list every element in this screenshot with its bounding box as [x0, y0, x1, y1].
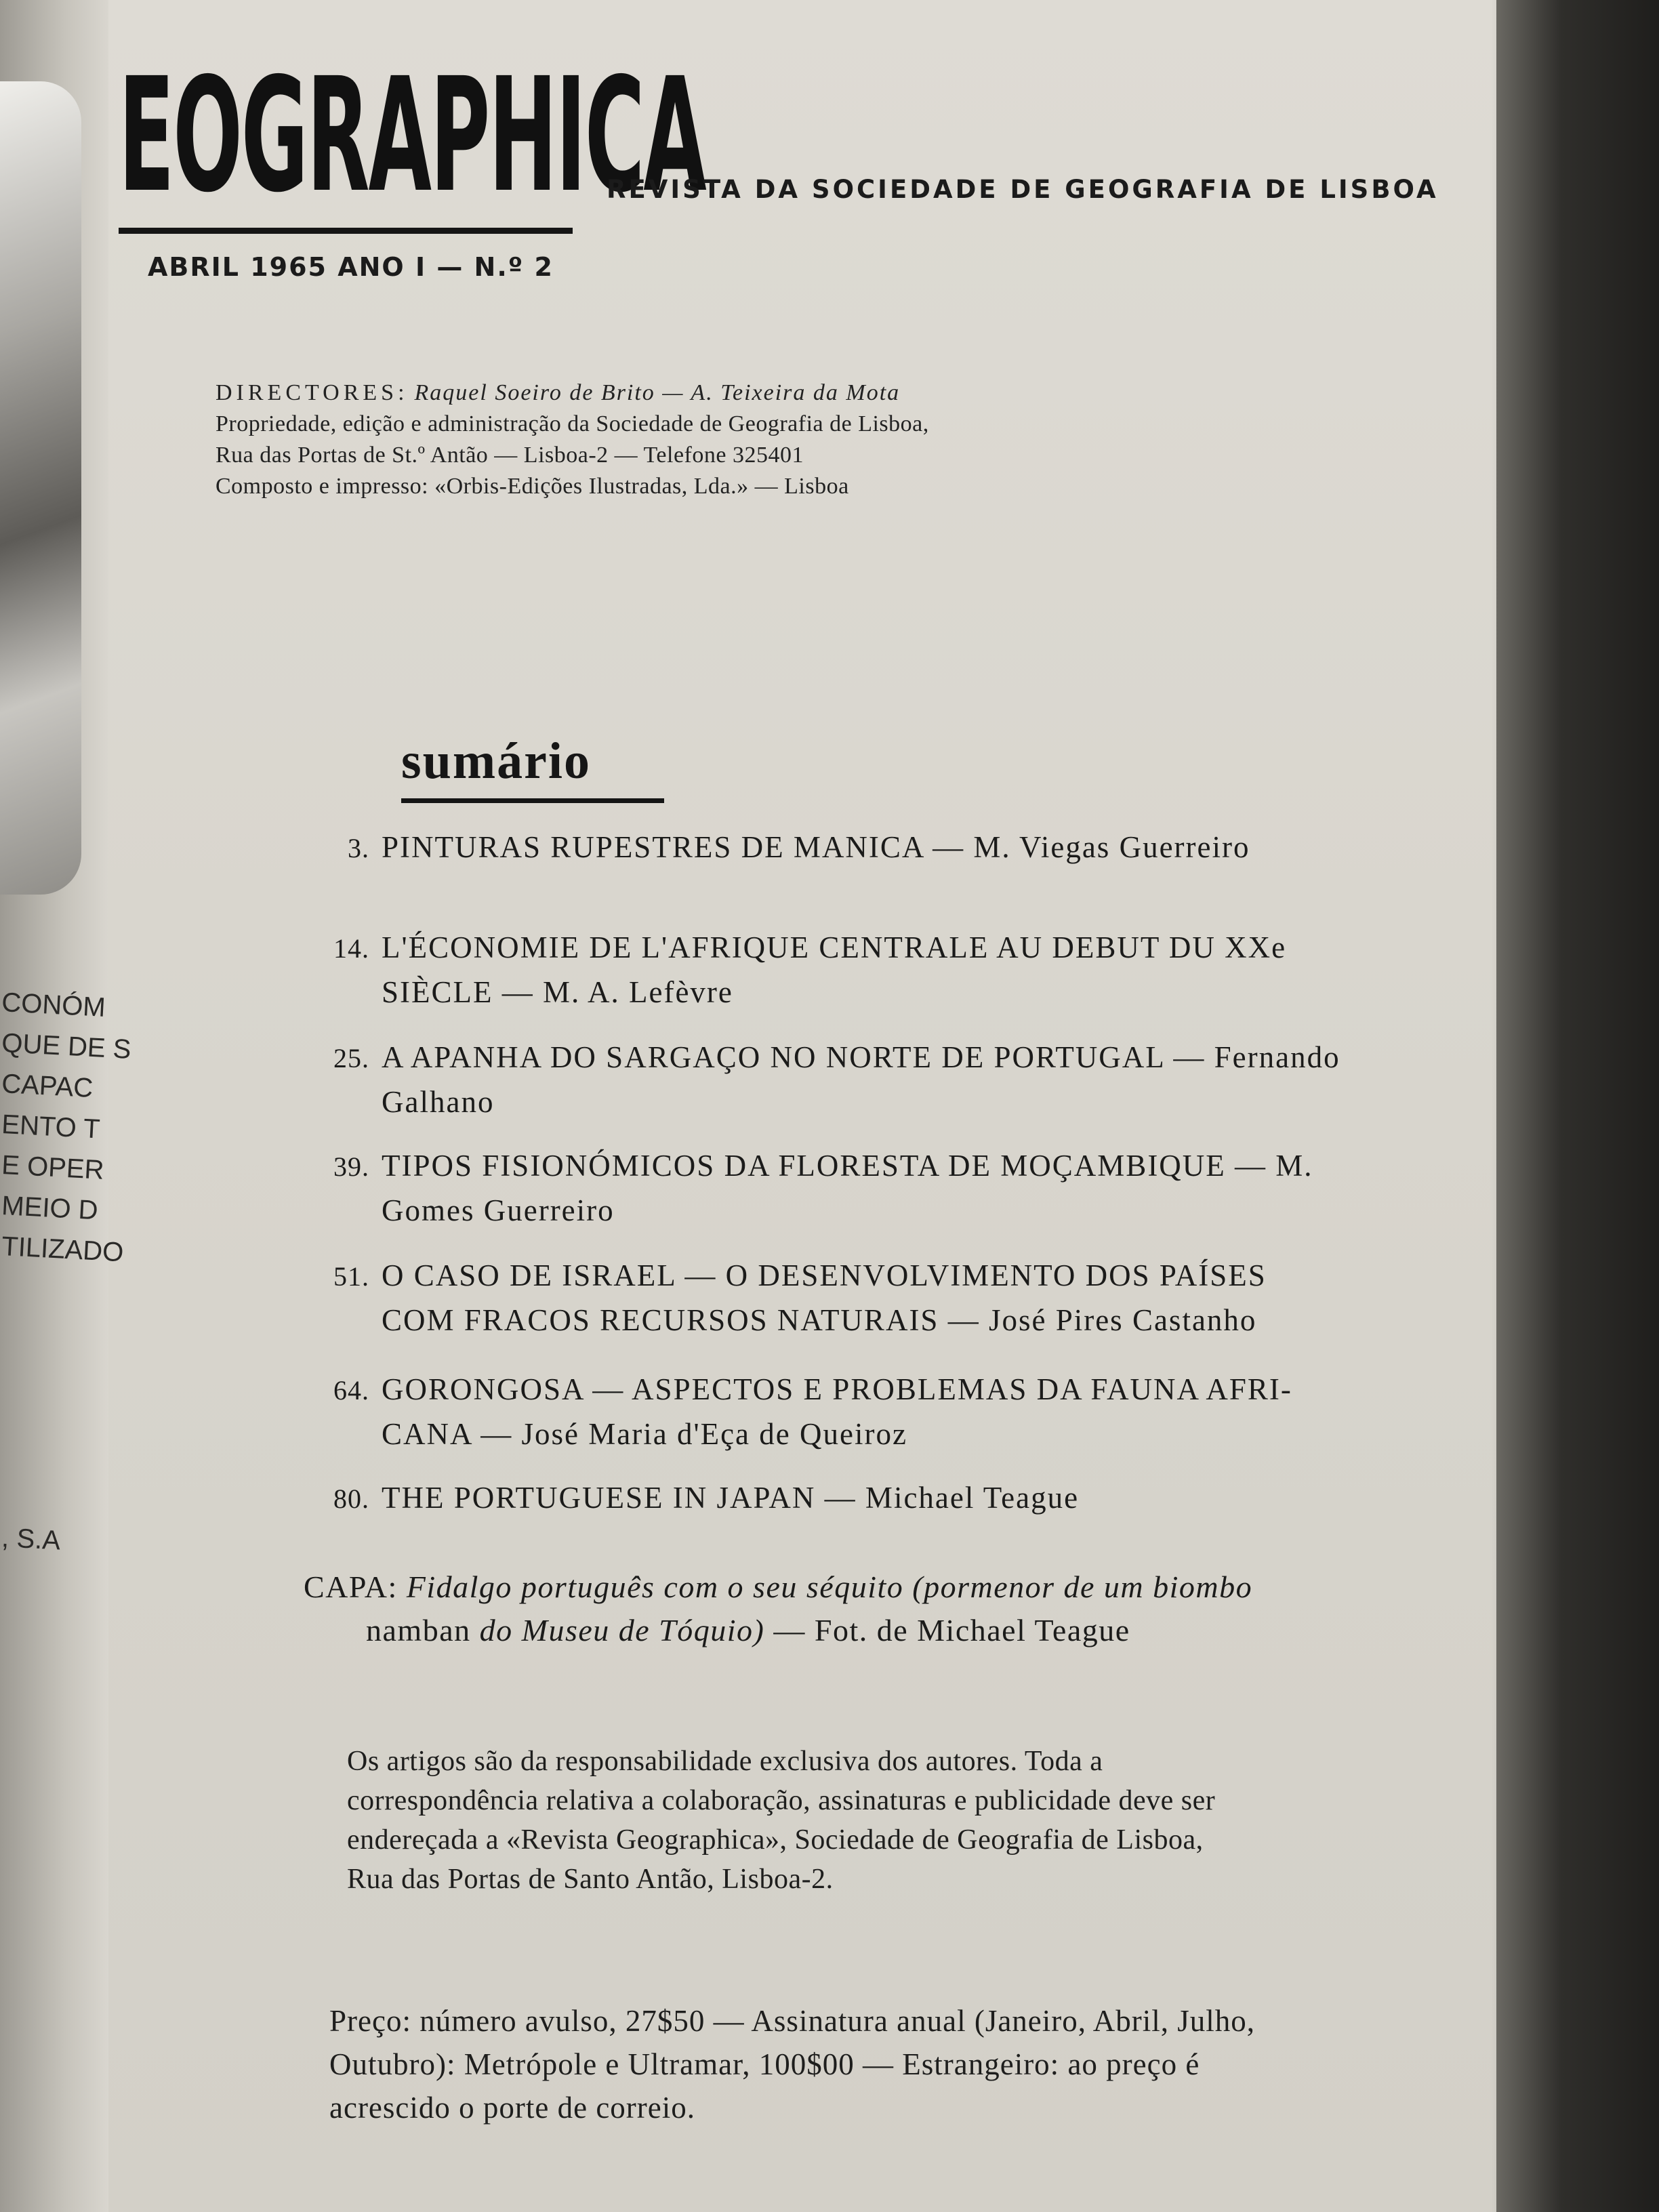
facing-page-fragment: TILIZADO [1, 1231, 125, 1268]
toc-entry-continuation: Galhano [382, 1085, 495, 1119]
toc-entry-continuation: CANA — José Maria d'Eça de Queiroz [382, 1417, 907, 1451]
toc-page-number: 14. [333, 933, 369, 964]
responsibility-notice [347, 1742, 1540, 1899]
summary-heading: sumário [401, 733, 591, 790]
price-info [329, 1999, 1522, 2129]
directors-label: DIRECTORES: [216, 380, 409, 405]
facing-page-fragment: CAPAC [1, 1068, 94, 1103]
toc-entry-continuation: COM FRACOS RECURSOS NATURAIS — José Pires Castanho [382, 1303, 1257, 1337]
background-edge [1496, 0, 1659, 2212]
notice-line: Rua das Portas de Santo Antão, Lisboa-2. [347, 1864, 834, 1895]
toc-entry-text: GORONGOSA — ASPECTOS E PROBLEMAS DA FAUNA AFRI- [382, 1372, 1292, 1406]
facing-page-fragment: , S.A [1, 1522, 62, 1556]
toc-entry [285, 1254, 1504, 1342]
facing-page-edge [0, 0, 132, 2212]
issue-line: ABRIL 1965 ANO I — N.º 2 [148, 252, 554, 282]
cover-photo-credit: — Fot. de Michael Teague [773, 1613, 1130, 1647]
notice-line: endereçada a «Revista Geographica», Sociedade de Geografia de Lisboa, [347, 1824, 1204, 1856]
toc-entry [285, 1476, 1504, 1521]
toc-entry [285, 825, 1504, 870]
toc-page-number: 64. [333, 1375, 369, 1406]
toc-entry [285, 1036, 1504, 1124]
price-line: acrescido o porte de correio. [329, 2091, 695, 2125]
facing-page-fragment: CONÓM [1, 987, 106, 1023]
cover-caption-namban: namban [366, 1613, 471, 1647]
cover-caption-italic: Fidalgo português com o seu séquito (pormenor de um biombo [406, 1570, 1253, 1604]
facing-page-fragment: MEIO D [1, 1190, 99, 1226]
toc-page-number: 80. [333, 1483, 369, 1514]
notice-line: correspondência relativa a colaboração, assinaturas e publicidade deve ser [347, 1785, 1216, 1816]
magazine-subtitle: REVISTA DA SOCIEDADE DE GEOGRAFIA DE LISBOA [607, 175, 1439, 204]
credits-line: Propriedade, edição e administração da Sociedade de Geografia de Lisboa, [216, 411, 929, 436]
toc-entry-text: A APANHA DO SARGAÇO NO NORTE DE PORTUGAL — Fernando [382, 1040, 1340, 1074]
toc-entry [285, 926, 1504, 1014]
cover-caption-museum: do Museu de Tóquio) [479, 1613, 765, 1647]
masthead-rule [119, 228, 573, 234]
summary-rule [401, 798, 664, 803]
directors-line [216, 377, 1232, 409]
toc-page-number: 3. [348, 833, 369, 863]
facing-page-fragment: E OPER [1, 1149, 105, 1185]
credits-block [216, 377, 1232, 502]
toc-entry [285, 1144, 1504, 1232]
cover-caption-continuation [304, 1609, 1523, 1652]
price-line: Outubro): Metrópole e Ultramar, 100$00 — Estrangeiro: ao preço é [329, 2047, 1200, 2081]
cover-label: CAPA: [304, 1570, 398, 1604]
toc-entry-continuation: Gomes Guerreiro [382, 1193, 615, 1227]
toc-entry-text: O CASO DE ISRAEL — O DESENVOLVIMENTO DOS PAÍSES [382, 1258, 1267, 1292]
credits-line: Rua das Portas de St.º Antão — Lisboa-2 — Telefone 325401 [216, 443, 804, 468]
facing-page-fragment: ENTO T [1, 1109, 101, 1145]
toc-entry-text: THE PORTUGUESE IN JAPAN — Michael Teague [382, 1481, 1080, 1515]
directors-names: Raquel Soeiro de Brito — A. Teixeira da Mota [414, 380, 901, 405]
cover-caption [304, 1565, 1523, 1652]
toc-page-number: 51. [333, 1261, 369, 1292]
facing-page-fragment: QUE DE S [1, 1027, 132, 1065]
magazine-title: EOGRAPHICA [119, 44, 705, 227]
toc-entry-text: PINTURAS RUPESTRES DE MANICA — M. Viegas Guerreiro [382, 830, 1250, 864]
toc-entry-continuation: SIÈCLE — M. A. Lefèvre [382, 975, 733, 1009]
toc-entry-text: L'ÉCONOMIE DE L'AFRIQUE CENTRALE AU DEBUT DU XXe [382, 930, 1287, 964]
toc-page-number: 39. [333, 1151, 369, 1182]
price-line: Preço: número avulso, 27$50 — Assinatura anual (Janeiro, Abril, Julho, [329, 2004, 1256, 2038]
credits-line: Composto e impresso: «Orbis-Edições Ilustradas, Lda.» — Lisboa [216, 474, 849, 499]
notice-line: Os artigos são da responsabilidade exclusiva dos autores. Toda a [347, 1746, 1103, 1777]
toc-entry [285, 1368, 1504, 1456]
facing-page-photo [0, 81, 81, 895]
toc-entry-text: TIPOS FISIONÓMICOS DA FLORESTA DE MOÇAMBIQUE — M. [382, 1149, 1313, 1183]
toc-page-number: 25. [333, 1043, 369, 1073]
